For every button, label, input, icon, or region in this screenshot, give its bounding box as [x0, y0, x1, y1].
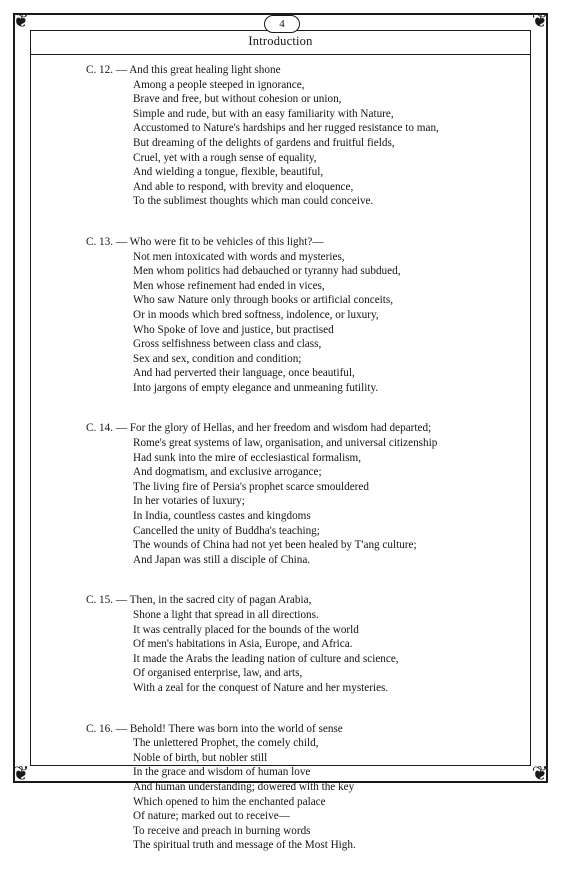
stanza — [86, 421, 526, 567]
verse-line: Among a people steeped in ignorance, — [133, 78, 305, 91]
label-dash: — — [113, 235, 130, 248]
verse-line: Accustomed to Nature's hardships and her rugged resistance to man, — [133, 122, 439, 135]
label-dash: — — [113, 722, 130, 735]
stanza-first-line — [86, 421, 526, 436]
verse-line: Men whose refinement had ended in vices, — [133, 279, 325, 292]
verse-line: Or in moods which bred softness, indolence, or luxury, — [133, 308, 379, 321]
page-number: 4 — [264, 15, 300, 33]
verse-line: Not men intoxicated with words and mysteries, — [133, 250, 345, 263]
verse-line: And able to respond, with brevity and eloquence, — [133, 180, 354, 193]
verse-line: And human understanding; dowered with the key — [133, 780, 355, 793]
verse-line: Gross selfishness between class and class, — [133, 338, 322, 351]
stanza-first-line — [86, 63, 526, 78]
stanza-label: C. 16. — [86, 722, 114, 735]
stanza-label: C. 15. — [86, 594, 114, 607]
corner-ornament-top-right: ❦ — [531, 10, 549, 32]
verse-line: Shone a light that spread in all directions. — [133, 609, 319, 621]
label-dash: — — [113, 64, 130, 76]
verse-line: Of organised enterprise, law, and arts, — [133, 667, 303, 680]
stanza — [86, 235, 526, 396]
verse-line: The wounds of China had not yet been healed by T'ang culture; — [133, 539, 417, 552]
verse-line: Rome's great systems of law, organisation, and universal citizenship — [133, 437, 438, 450]
verse-line: And wielding a tongue, flexible, beautiful, — [133, 166, 324, 179]
verse-line: To receive and preach in burning words — [133, 824, 311, 837]
label-dash: — — [113, 422, 130, 435]
verse-line: Cancelled the unity of Buddha's teaching; — [133, 524, 320, 537]
stanza-first-line — [86, 593, 526, 608]
verse-line: The spiritual truth and message of the Most High. — [133, 839, 356, 852]
verse-line: But dreaming of the delights of gardens and fruitful fields, — [133, 136, 395, 149]
header-rule — [30, 54, 531, 55]
verse-text: Then, in the sacred city of pagan Arabia, — [129, 594, 312, 607]
verse-line: Simple and rude, but with an easy familiarity with Nature, — [133, 107, 394, 120]
verse-text: And this great healing light shone — [129, 64, 281, 76]
corner-ornament-bottom-left: ❦ — [12, 763, 30, 785]
label-dash: — — [113, 594, 130, 607]
verse-line: Noble of birth, but nobler still — [133, 751, 268, 764]
verse-line: Into jargons of empty elegance and unmeaning futility. — [133, 381, 379, 394]
verse-line: Men whom politics had debauched or tyranny had subdued, — [133, 265, 401, 278]
corner-ornament-bottom-right: ❦ — [531, 763, 549, 785]
verse-line: Who Spoke of love and justice, but practised — [133, 323, 334, 336]
verse-line: In the grace and wisdom of human love — [133, 766, 311, 779]
stanza-first-line — [86, 722, 526, 737]
verse-line: Of nature; marked out to receive— — [133, 810, 290, 823]
verse-line: Had sunk into the mire of ecclesiastical formalism, — [133, 451, 362, 464]
verse-line: The unlettered Prophet, the comely child, — [133, 737, 319, 750]
verse-line: In India, countless castes and kingdoms — [133, 510, 311, 523]
verse-line: Of men's habitations in Asia, Europe, and Africa. — [133, 638, 353, 651]
verse-text: Who were fit to be vehicles of this light?— — [129, 235, 324, 248]
verse-line: It was centrally placed for the bounds of the world — [133, 623, 359, 636]
stanza-label: C. 12. — [86, 64, 114, 76]
verse-line: And Japan was still a disciple of China. — [133, 553, 311, 566]
stanza — [86, 63, 526, 209]
stanza-label: C. 14. — [86, 422, 114, 435]
stanza-label: C. 13. — [86, 235, 114, 248]
verse-line: The living fire of Persia's prophet scarce smouldered — [133, 480, 369, 493]
verse-line: It made the Arabs the leading nation of culture and science, — [133, 652, 399, 665]
verse-text: For the glory of Hellas, and her freedom and wisdom had departed; — [129, 422, 432, 435]
stanza — [86, 593, 526, 695]
verse-line: Sex and sex, condition and condition; — [133, 352, 302, 365]
stanza-first-line — [86, 235, 526, 250]
verse-text: Behold! There was born into the world of sense — [129, 722, 343, 735]
verse-line: With a zeal for the conquest of Nature and her mysteries. — [133, 681, 389, 694]
verse-line: In her votaries of luxury; — [133, 495, 245, 508]
stanza — [86, 722, 526, 853]
verse-body — [86, 63, 526, 879]
verse-line: Who saw Nature only through books or artificial conceits, — [133, 294, 394, 307]
corner-ornament-top-left: ❦ — [12, 10, 30, 32]
verse-line: Which opened to him the enchanted palace — [133, 795, 326, 808]
running-head: Introduction — [248, 34, 313, 48]
verse-line: Brave and free, but without cohesion or union, — [133, 93, 342, 106]
verse-line: Cruel, yet with a rough sense of equality, — [133, 151, 317, 164]
verse-line: To the sublimest thoughts which man could conceive. — [133, 195, 374, 208]
verse-line: And dogmatism, and exclusive arrogance; — [133, 466, 322, 479]
verse-line: And had perverted their language, once beautiful, — [133, 367, 355, 380]
